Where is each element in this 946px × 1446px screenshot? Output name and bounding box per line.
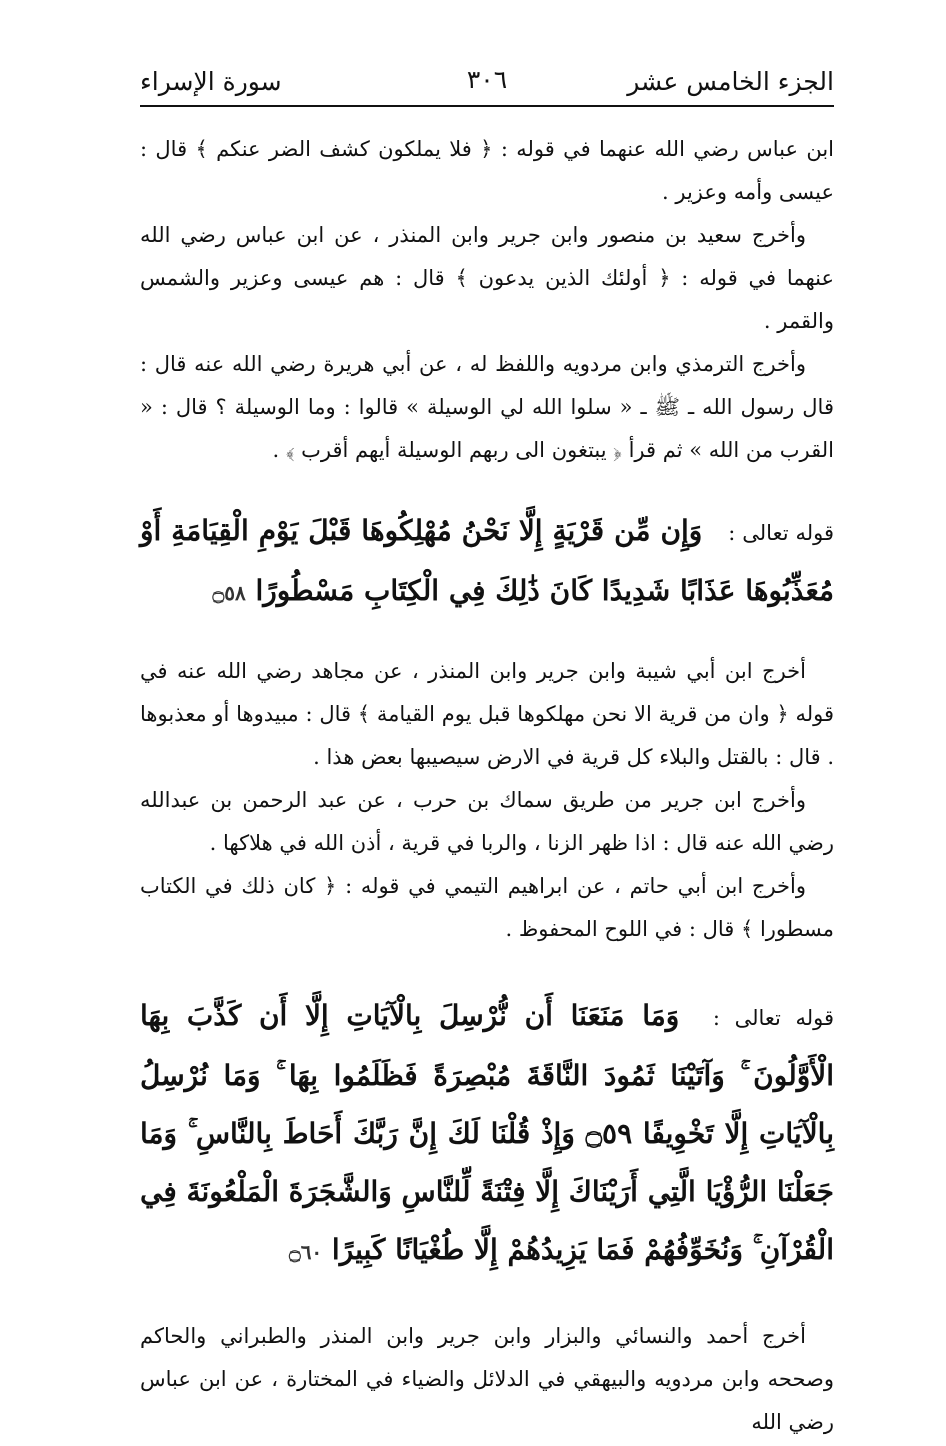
commentary-paragraph: وأخرج ابن جرير من طريق سماك بن حرب ، عن عبد الرحمن بن عبدالله رضي الله عنه قال : اذا ظهر الزنا ، والربا في قرية ، أذن الله في هلاكها . [140,788,834,855]
quran-verse-58 [140,502,834,622]
verse-text: وَإِن مِّن قَرْيَةٍ إِلَّا نَحْنُ مُهْلِكُوهَا قَبْلَ يَوْمِ الْقِيَامَةِ أَوْ مُعَذِّبُوهَا عَذَابًا شَدِيدًا كَانَ ذَٰلِكَ فِي الْكِتَابِ مَسْطُورًا [140,514,834,607]
page-body [140,128,834,1446]
header-part: الجزء الخامس عشر [627,67,834,96]
commentary-paragraph: أخرج ابن أبي شيبة وابن جرير وابن المنذر ، عن مجاهد رضي الله عنه في قوله ﴿ وان من قرية الا نحن مهلكوها قبل يوم القيامة ﴾ قال : مبيدوها أو معذبوها . قال : بالقتل والبلاء كل قرية في الارض سيصيبها بعض هذا . [140,659,834,769]
verse-text: وَمَا مَنَعَنَا أَن نُّرْسِلَ بِالْآيَاتِ إِلَّا أَن كَذَّبَ بِهَا الْأَوَّلُونَ ۚ وَآتَيْنَا ثَمُودَ النَّاقَةَ مُبْصِرَةً فَظَلَمُوا بِهَا ۚ وَمَا نُرْسِلُ بِالْآيَاتِ إِلَّا تَخْوِيفًا ۝٥٩ وَإِذْ قُلْنَا لَكَ إِنَّ رَبَّكَ أَحَاطَ بِالنَّاسِ ۚ وَمَا جَعَلْنَا الرُّؤْيَا الَّتِي أَرَيْنَاكَ إِلَّا فِتْنَةً لِّلنَّاسِ وَالشَّجَرَةَ الْمَلْعُونَةَ فِي الْقُرْآنِ ۚ وَنُخَوِّفُهُمْ فَمَا يَزِيدُهُمْ إِلَّا طُغْيَانًا كَبِيرًا [140,999,834,1266]
commentary-section-3 [140,1315,834,1444]
header-divider [140,105,834,107]
commentary-section-1 [140,128,834,472]
running-header [140,56,834,96]
commentary-paragraph: وأخرج ابن أبي حاتم ، عن ابراهيم التيمي في قوله : ﴿ كان ذلك في الكتاب مسطورا ﴾ قال : في اللوح المحفوظ . [140,874,834,941]
header-page-number: ٣٠٦ [466,65,508,94]
commentary-section-2 [140,650,834,951]
verse-number-mark: ۝٥٨ [212,581,246,605]
verse-intro: قوله تعالى : [728,521,834,545]
commentary-paragraph: وأخرج الترمذي وابن مردويه واللفظ له ، عن أبي هريرة رضي الله عنه قال : قال رسول الله ـ ﷺ ـ « سلوا الله لي الوسيلة » قالوا : وما الوسيلة ؟ قال : « القرب من الله » ثم قرأ ﴿ يبتغون الى ربهم الوسيلة أيهم أقرب ﴾ . [140,352,834,462]
commentary-paragraph: أخرج أحمد والنسائي والبزار وابن جرير وابن المنذر والطبراني والحاكم وصححه وابن مردويه والبيهقي في الدلائل والضياء في المختارة ، عن ابن عباس رضي الله [140,1324,834,1434]
commentary-paragraph: وأخرج سعيد بن منصور وابن جرير وابن المنذر ، عن ابن عباس رضي الله عنهما في قوله : ﴿ أولئك الذين يدعون ﴾ قال : هم عيسى وعزير والشمس والقمر . [140,223,834,333]
header-surah: سورة الإسراء [140,67,282,96]
quran-verse-59-60 [140,987,834,1281]
verse-intro: قوله تعالى : [712,1006,835,1030]
verse-number-mark: ۝٦٠ [288,1240,323,1264]
commentary-paragraph: ابن عباس رضي الله عنهما في قوله : ﴿ فلا يملكون كشف الضر عنكم ﴾ قال : عيسى وأمه وعزير . [140,137,834,204]
